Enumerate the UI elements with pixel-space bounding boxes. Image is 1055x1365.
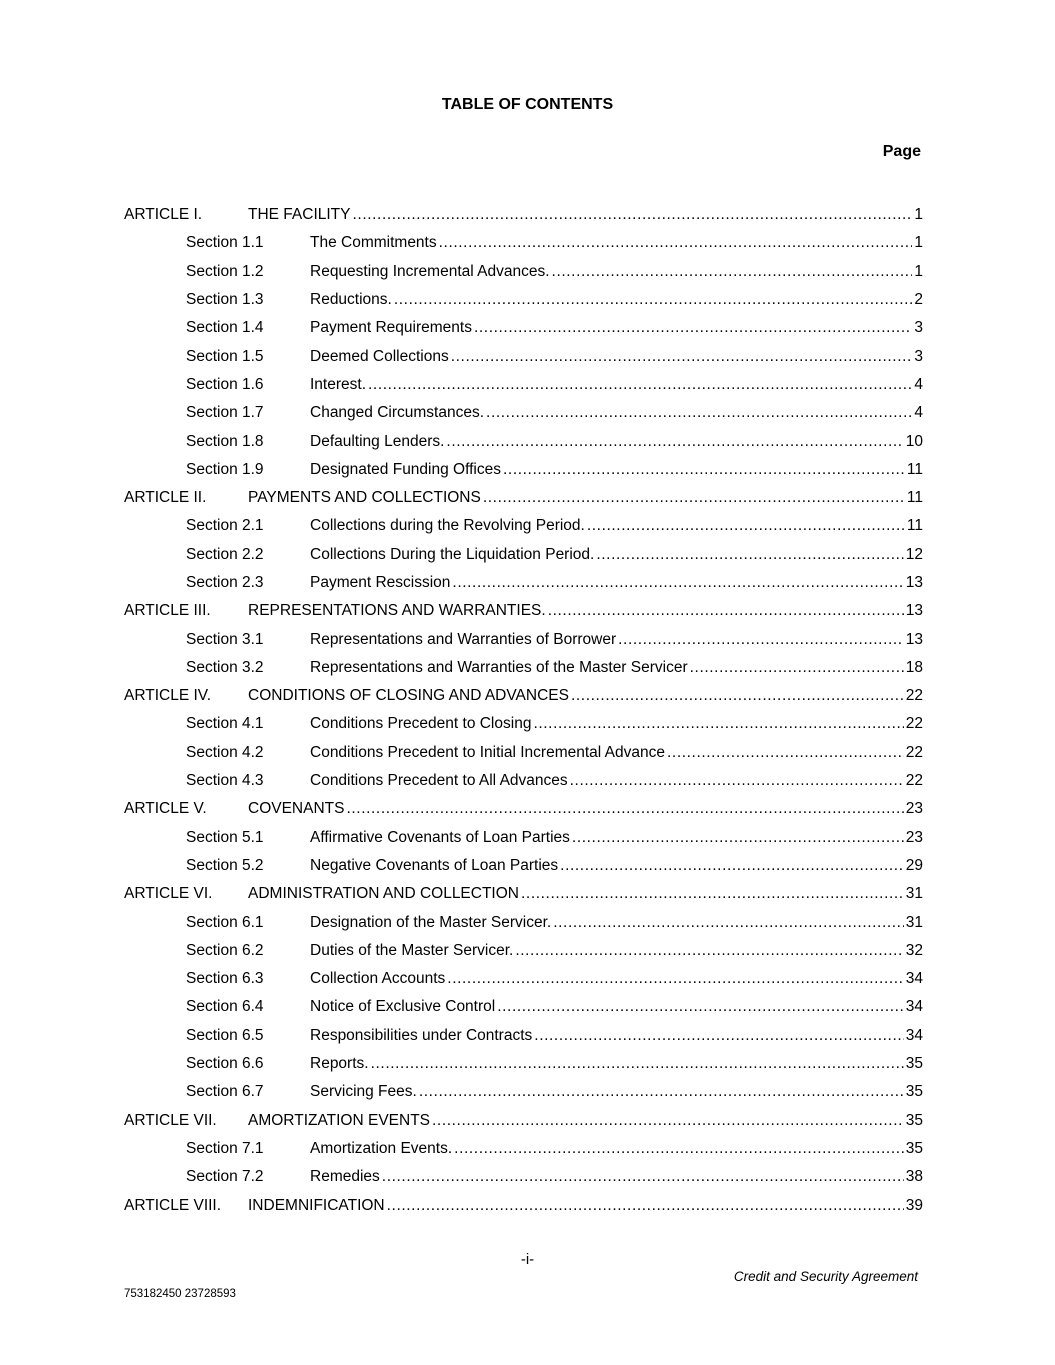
toc-article-entry[interactable] [124, 682, 923, 710]
toc-entry-number: Section 1.9 [186, 460, 264, 478]
toc-section-entry[interactable] [124, 767, 923, 795]
toc-article-entry[interactable] [124, 1191, 923, 1219]
toc-dot-leader [570, 771, 904, 791]
toc-dot-leader [571, 686, 904, 706]
toc-dot-leader [553, 913, 904, 933]
toc-section-entry[interactable] [124, 937, 923, 965]
toc-entry-page: 39 [905, 1196, 923, 1214]
toc-section-entry[interactable] [124, 1050, 923, 1078]
toc-entry-page: 34 [905, 1026, 923, 1044]
toc-entry-title: REPRESENTATIONS AND WARRANTIES. [248, 602, 546, 620]
toc-entry-title: The Commitments [310, 234, 437, 252]
footer-page-number: -i- [520, 1251, 535, 1268]
toc-entry-title: Notice of Exclusive Control [310, 998, 496, 1016]
toc-entry-number: Section 1.8 [186, 432, 264, 450]
toc-entry-title: INDEMNIFICATION [248, 1196, 385, 1214]
toc-entry-page: 32 [905, 941, 923, 959]
toc-entry-number: Section 1.1 [186, 234, 264, 252]
toc-dot-leader [515, 941, 903, 961]
toc-entry-page: 2 [914, 291, 923, 309]
toc-section-entry[interactable] [124, 371, 923, 399]
footer-document-title: Credit and Security Agreement [733, 1269, 918, 1284]
toc-section-entry[interactable] [124, 824, 923, 852]
toc-entry-number: Section 6.5 [186, 1026, 264, 1044]
toc-section-entry[interactable] [124, 229, 923, 257]
toc-entry-title: Payment Requirements [310, 319, 472, 337]
toc-entry-page: 22 [905, 715, 923, 733]
toc-dot-leader [596, 545, 903, 565]
toc-entry-title: Deemed Collections [310, 347, 449, 365]
toc-dot-leader [533, 714, 903, 734]
toc-entry-number: Section 3.1 [186, 630, 264, 648]
toc-entry-page: 35 [905, 1083, 923, 1101]
toc-entry-number: ARTICLE VII. [124, 1111, 217, 1129]
toc-dot-leader [382, 1167, 904, 1187]
toc-entry-number: Section 1.7 [186, 404, 264, 422]
toc-entry-number: Section 1.3 [186, 291, 264, 309]
toc-dot-leader [368, 375, 912, 395]
toc-dot-leader [560, 856, 904, 876]
toc-section-entry[interactable] [124, 852, 923, 880]
toc-entry-number: Section 7.1 [186, 1139, 264, 1157]
toc-entry-title: CONDITIONS OF CLOSING AND ADVANCES [248, 687, 569, 705]
toc-entry-number: Section 1.5 [186, 347, 264, 365]
toc-section-entry[interactable] [124, 286, 923, 314]
toc-entry-page: 18 [905, 658, 923, 676]
toc-dot-leader [690, 658, 904, 678]
toc-entry-number: ARTICLE I. [124, 206, 203, 224]
toc-entry-page: 35 [905, 1055, 923, 1073]
toc-entry-page: 1 [914, 262, 923, 280]
toc-entry-title: Collections during the Revolving Period. [310, 517, 585, 535]
toc-entry-page: 4 [914, 404, 923, 422]
toc-dot-leader [446, 432, 903, 452]
toc-entry-number: Section 1.4 [186, 319, 264, 337]
toc-entry-title: Affirmative Covenants of Loan Parties [310, 828, 570, 846]
toc-entry-number: ARTICLE III. [124, 602, 211, 620]
toc-section-entry[interactable] [124, 541, 923, 569]
toc-entry-page: 35 [905, 1111, 923, 1129]
toc-entry-title: Changed Circumstances. [310, 404, 485, 422]
toc-article-entry[interactable] [124, 795, 923, 823]
toc-article-entry[interactable] [124, 880, 923, 908]
toc-entry-number: Section 6.4 [186, 998, 264, 1016]
toc-entry-page: 4 [914, 375, 923, 393]
toc-entry-page: 3 [914, 347, 923, 365]
toc-entry-page: 34 [905, 970, 923, 988]
toc-entry-title: Amortization Events. [310, 1139, 453, 1157]
toc-article-entry[interactable] [124, 597, 923, 625]
toc-section-entry[interactable] [124, 993, 923, 1021]
table-of-contents [124, 201, 923, 1220]
toc-dot-leader [486, 403, 912, 423]
toc-dot-leader [454, 1139, 904, 1159]
toc-entry-page: 11 [906, 489, 923, 507]
toc-entry-title: AMORTIZATION EVENTS [248, 1111, 430, 1129]
toc-entry-number: Section 4.2 [186, 743, 264, 761]
toc-dot-leader [371, 1054, 904, 1074]
toc-entry-title: THE FACILITY [248, 206, 351, 224]
toc-entry-title: Designated Funding Offices [310, 460, 501, 478]
toc-section-entry[interactable] [124, 399, 923, 427]
toc-entry-title: Responsibilities under Contracts [310, 1026, 533, 1044]
footer-document-id: 753182450 23728593 [124, 1288, 236, 1300]
toc-entry-page: 22 [905, 772, 923, 790]
toc-entry-page: 11 [906, 460, 923, 478]
toc-dot-leader [572, 828, 904, 848]
toc-entry-title: Remedies [310, 1168, 380, 1186]
toc-entry-title: Payment Rescission [310, 574, 451, 591]
toc-section-entry[interactable] [124, 654, 923, 682]
toc-entry-number: Section 5.1 [186, 828, 264, 846]
toc-dot-leader [387, 1196, 904, 1216]
toc-entry-page: 11 [906, 517, 923, 535]
toc-entry-number: Section 6.1 [186, 913, 264, 931]
toc-article-entry[interactable] [124, 201, 923, 229]
toc-entry-title: Collections During the Liquidation Period. [310, 545, 595, 563]
toc-entry-page: 38 [905, 1168, 923, 1186]
toc-section-entry[interactable] [124, 965, 923, 993]
toc-entry-page: 12 [905, 545, 923, 563]
toc-dot-leader [474, 318, 912, 338]
toc-section-entry[interactable] [124, 1078, 923, 1106]
toc-section-entry[interactable] [124, 625, 923, 653]
toc-entry-page: 23 [905, 800, 923, 818]
toc-entry-number: Section 2.2 [186, 545, 264, 563]
toc-entry-title: Conditions Precedent to All Advances [310, 772, 568, 790]
toc-entry-title: Servicing Fees. [310, 1083, 417, 1101]
toc-section-entry[interactable] [124, 342, 923, 370]
toc-entry-page: 29 [905, 856, 923, 874]
toc-entry-number: Section 6.7 [186, 1083, 264, 1101]
toc-dot-leader [497, 997, 904, 1017]
toc-dot-leader [552, 262, 913, 282]
toc-section-entry[interactable] [124, 427, 923, 455]
toc-entry-number: ARTICLE II. [124, 489, 207, 507]
toc-dot-leader [439, 233, 913, 253]
toc-section-entry[interactable] [124, 456, 923, 484]
toc-entry-page: 22 [905, 687, 923, 705]
toc-entry-title: Reports. [310, 1055, 369, 1073]
toc-entry-title: Interest. [310, 375, 366, 393]
toc-entry-page: 13 [905, 630, 923, 648]
toc-entry-title: Conditions Precedent to Closing [310, 715, 532, 733]
toc-dot-leader [667, 743, 904, 763]
toc-entry-page: 1 [914, 206, 923, 224]
toc-dot-leader [452, 573, 903, 593]
toc-entry-page: 1 [914, 234, 923, 252]
toc-entry-page: 3 [914, 319, 923, 337]
toc-entry-number: Section 1.6 [186, 375, 264, 393]
toc-entry-number: Section 4.3 [186, 772, 264, 790]
toc-entry-number: ARTICLE V. [124, 800, 207, 818]
toc-entry-number: ARTICLE VI. [124, 885, 213, 903]
toc-entry-page: 31 [905, 913, 923, 931]
toc-entry-title: Conditions Precedent to Initial Incremental Advance [310, 743, 665, 761]
toc-entry-title: Requesting Incremental Advances. [310, 262, 550, 280]
toc-dot-leader [534, 1026, 903, 1046]
toc-dot-leader [419, 1082, 904, 1102]
toc-entry-title: Duties of the Master Servicer. [310, 941, 514, 959]
toc-dot-leader [353, 205, 913, 225]
toc-entry-number: Section 6.6 [186, 1055, 264, 1073]
toc-dot-leader [587, 516, 905, 536]
toc-dot-leader [521, 884, 904, 904]
toc-section-entry[interactable] [124, 908, 923, 936]
toc-entry-title: COVENANTS [248, 800, 345, 818]
toc-section-entry[interactable] [124, 1163, 923, 1191]
toc-entry-number: ARTICLE VIII. [124, 1196, 222, 1214]
toc-entry-page: 13 [905, 574, 923, 591]
toc-article-entry[interactable] [124, 1107, 923, 1135]
toc-entry-page: 22 [905, 743, 923, 761]
toc-dot-leader [447, 969, 903, 989]
toc-section-entry[interactable] [124, 710, 923, 738]
toc-section-entry[interactable] [124, 739, 923, 767]
toc-section-entry[interactable] [124, 314, 923, 342]
toc-dot-leader [346, 799, 903, 819]
toc-dot-leader [483, 488, 905, 508]
toc-entry-page: 23 [905, 828, 923, 846]
toc-entry-title: Representations and Warranties of the Master Servicer [310, 658, 688, 676]
toc-entry-number: Section 4.1 [186, 715, 264, 733]
toc-entry-number: Section 2.3 [186, 574, 264, 591]
toc-dot-leader [503, 460, 905, 480]
page-column-header: Page [882, 143, 921, 160]
toc-entry-title: Representations and Warranties of Borrower [310, 630, 617, 648]
toc-entry-number: Section 5.2 [186, 856, 264, 874]
toc-entry-number: ARTICLE IV. [124, 687, 212, 705]
toc-entry-title: Negative Covenants of Loan Parties [310, 856, 559, 874]
toc-article-entry[interactable] [124, 484, 923, 512]
toc-entry-page: 10 [905, 432, 923, 450]
toc-entry-page: 35 [905, 1139, 923, 1157]
toc-section-entry[interactable] [124, 512, 923, 540]
toc-dot-leader [432, 1111, 904, 1131]
toc-entry-number: Section 3.2 [186, 658, 264, 676]
toc-dot-leader [394, 290, 913, 310]
toc-entry-title: Reductions. [310, 291, 392, 309]
toc-dot-leader [451, 347, 913, 367]
toc-section-entry[interactable] [124, 258, 923, 286]
toc-section-entry[interactable] [124, 569, 923, 597]
toc-entry-page: 31 [905, 885, 923, 903]
toc-entry-number: Section 6.2 [186, 941, 264, 959]
toc-entry-page: 13 [905, 602, 923, 620]
toc-entry-number: Section 6.3 [186, 970, 264, 988]
toc-entry-title: ADMINISTRATION AND COLLECTION [248, 885, 519, 903]
toc-entry-title: Defaulting Lenders. [310, 432, 445, 450]
toc-entry-page: 34 [905, 998, 923, 1016]
page-title: TABLE OF CONTENTS [441, 96, 614, 113]
toc-dot-leader [618, 630, 904, 650]
toc-entry-title: Collection Accounts [310, 970, 446, 988]
toc-dot-leader [548, 601, 904, 621]
toc-entry-number: Section 1.2 [186, 262, 264, 280]
toc-section-entry[interactable] [124, 1022, 923, 1050]
toc-entry-title: Designation of the Master Servicer. [310, 913, 552, 931]
toc-entry-title: PAYMENTS AND COLLECTIONS [248, 489, 481, 507]
toc-entry-number: Section 7.2 [186, 1168, 264, 1186]
toc-section-entry[interactable] [124, 1135, 923, 1163]
toc-entry-number: Section 2.1 [186, 517, 264, 535]
